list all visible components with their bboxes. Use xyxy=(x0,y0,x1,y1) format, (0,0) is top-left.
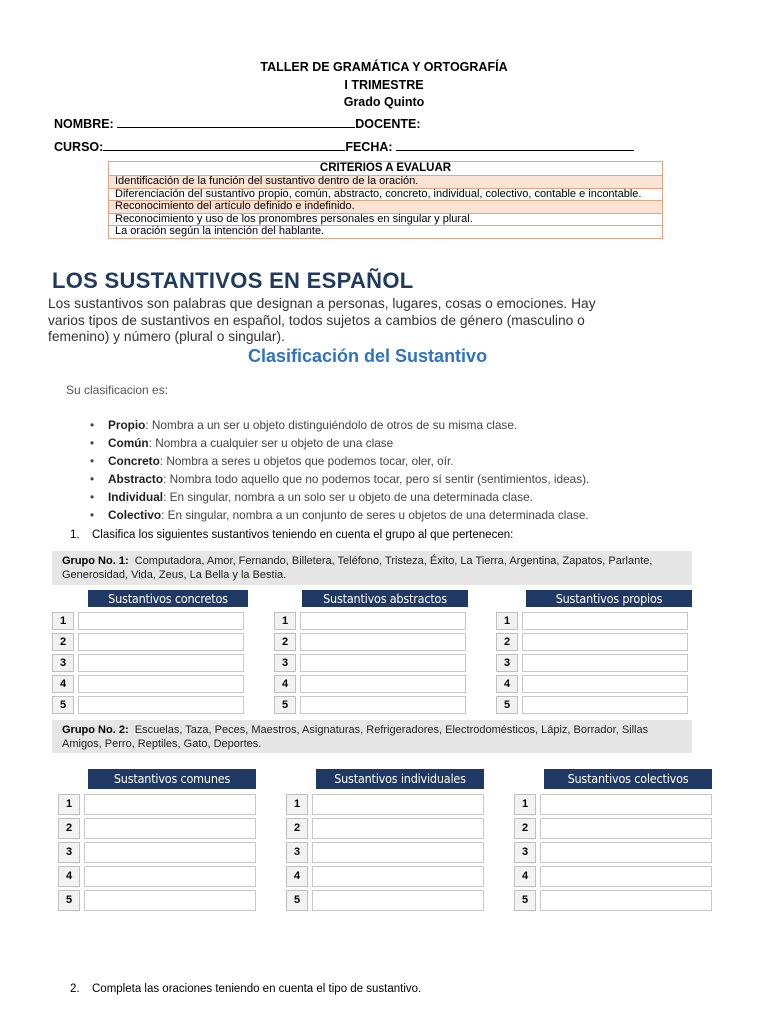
answer-field[interactable] xyxy=(540,842,712,863)
column-header: Sustantivos individuales xyxy=(316,769,484,789)
row-number: 2 xyxy=(52,633,74,651)
row-number: 3 xyxy=(496,654,518,672)
bullet-icon: • xyxy=(90,508,95,522)
answer-field[interactable] xyxy=(84,794,256,815)
answer-field[interactable] xyxy=(312,842,484,863)
list-item: • Concreto: Nombra a seres u objetos que podemos tocar, oler, oír. xyxy=(90,454,454,468)
fecha-blank[interactable] xyxy=(396,140,634,151)
row-number: 3 xyxy=(274,654,296,672)
answer-field[interactable] xyxy=(540,890,712,911)
list-item: • Individual: En singular, nombra a un solo ser u objeto de una determinada clase. xyxy=(90,490,533,504)
column-header: Sustantivos comunes xyxy=(88,769,256,789)
row-number: 3 xyxy=(58,842,80,863)
criteria-item: Identificación de la función del sustantivo dentro de la oración. xyxy=(109,176,663,189)
answer-field[interactable] xyxy=(312,890,484,911)
intro-paragraph: Los sustantivos son palabras que designan a personas, lugares, cosas o emociones. Hay varios tipos de sustantivos en español, todos sujetos a cambios de género (masculino o femenino) y número (plural o singular). xyxy=(48,296,596,344)
row-number: 4 xyxy=(52,675,74,693)
column-header: Sustantivos abstractos xyxy=(302,590,468,607)
bullet-icon: • xyxy=(90,418,95,432)
answer-field[interactable] xyxy=(522,612,688,630)
answer-field[interactable] xyxy=(522,675,688,693)
row-number: 1 xyxy=(286,794,308,815)
row-number: 5 xyxy=(514,890,536,911)
answer-field[interactable] xyxy=(522,633,688,651)
noun-types-list xyxy=(90,416,589,524)
row-number: 5 xyxy=(52,696,74,714)
answer-field[interactable] xyxy=(312,818,484,839)
worksheet-title: TALLER DE GRAMÁTICA Y ORTOGRAFÍA xyxy=(260,60,508,74)
answer-field[interactable] xyxy=(78,654,244,672)
answer-field[interactable] xyxy=(540,866,712,887)
criteria-table xyxy=(108,161,663,239)
row-number: 1 xyxy=(496,612,518,630)
section-title: LOS SUSTANTIVOS EN ESPAÑOL xyxy=(52,268,414,293)
answer-field[interactable] xyxy=(312,866,484,887)
answer-field[interactable] xyxy=(84,818,256,839)
bullet-icon: • xyxy=(90,436,95,450)
column-header: Sustantivos colectivos xyxy=(544,769,712,789)
bullet-icon: • xyxy=(90,490,95,504)
row-number: 1 xyxy=(58,794,80,815)
fecha-label: FECHA: xyxy=(345,140,393,154)
row-number: 2 xyxy=(496,633,518,651)
list-item: • Abstracto: Nombra todo aquello que no podemos tocar, pero sí sentir (sentimientos, ideas). xyxy=(90,472,590,486)
row-number: 1 xyxy=(514,794,536,815)
row-number: 5 xyxy=(496,696,518,714)
answer-field[interactable] xyxy=(84,842,256,863)
row-number: 4 xyxy=(274,675,296,693)
criteria-item: Reconocimiento del artículo definido e indefinido. xyxy=(109,201,663,214)
row-number: 5 xyxy=(274,696,296,714)
nombre-docente-line xyxy=(54,117,420,131)
answer-field[interactable] xyxy=(84,866,256,887)
answer-field[interactable] xyxy=(300,612,466,630)
answer-field[interactable] xyxy=(312,794,484,815)
exercise-1-instruction: 1. Clasifica los siguientes sustantivos teniendo en cuenta el grupo al que pertenecen: xyxy=(70,529,514,541)
row-number: 2 xyxy=(286,818,308,839)
criteria-item: Reconocimiento y uso de los pronombres personales en singular y plural. xyxy=(109,213,663,226)
list-item: • Colectivo: En singular, nombra a un conjunto de seres u objetos de una determinada clase. xyxy=(90,508,589,522)
nombre-blank[interactable] xyxy=(117,117,355,128)
classification-intro: Su clasificacion es: xyxy=(66,383,169,397)
answer-field[interactable] xyxy=(78,612,244,630)
criteria-title: CRITERIOS A EVALUAR xyxy=(109,162,663,176)
list-item: • Propio: Nombra a un ser u objeto distinguiéndolo de otros de su misma clase. xyxy=(90,418,518,432)
answer-field[interactable] xyxy=(300,654,466,672)
answer-field[interactable] xyxy=(300,675,466,693)
curso-label: CURSO: xyxy=(54,140,104,154)
answer-field[interactable] xyxy=(540,818,712,839)
answer-field[interactable] xyxy=(78,675,244,693)
answer-field[interactable] xyxy=(78,696,244,714)
row-number: 4 xyxy=(496,675,518,693)
answer-field[interactable] xyxy=(300,633,466,651)
row-number: 2 xyxy=(274,633,296,651)
row-number: 3 xyxy=(514,842,536,863)
row-number: 2 xyxy=(58,818,80,839)
answer-field[interactable] xyxy=(522,696,688,714)
answer-field[interactable] xyxy=(300,696,466,714)
row-number: 1 xyxy=(52,612,74,630)
exercise-2-instruction: 2. Completa las oraciones teniendo en cuenta el tipo de sustantivo. xyxy=(70,983,422,995)
answer-field[interactable] xyxy=(540,794,712,815)
docente-label: DOCENTE: xyxy=(355,117,421,131)
term-label: I TRIMESTRE xyxy=(344,78,424,92)
curso-blank[interactable] xyxy=(103,140,345,151)
criteria-item: Diferenciación del sustantivo propio, común, abstracto, concreto, individual, colectivo, contable e incontable. xyxy=(109,188,663,201)
bullet-icon: • xyxy=(90,472,95,486)
row-number: 5 xyxy=(58,890,80,911)
criteria-item: La oración según la intención del hablante. xyxy=(109,226,663,239)
curso-fecha-line xyxy=(54,140,634,154)
row-number: 4 xyxy=(58,866,80,887)
bullet-icon: • xyxy=(90,454,95,468)
row-number: 1 xyxy=(274,612,296,630)
row-number: 4 xyxy=(286,866,308,887)
list-item: • Común: Nombra a cualquier ser u objeto de una clase xyxy=(90,436,394,450)
group-1-words: Grupo No. 1: Computadora, Amor, Fernando, Billetera, Teléfono, Tristeza, Éxito, La Tierra, Argentina, Zapatos, Parlante, Generosidad, Vida, Zeus, La Bella y la Bestia. xyxy=(52,551,692,585)
group-2-words: Grupo No. 2: Escuelas, Taza, Peces, Maestros, Asignaturas, Refrigeradores, Electrodomésticos, Lápiz, Borrador, Sillas Amigos, Perro, Reptiles, Gato, Deportes. xyxy=(52,720,692,753)
column-header: Sustantivos concretos xyxy=(88,590,248,607)
classification-subtitle: Clasificación del Sustantivo xyxy=(248,346,488,366)
grade-label: Grado Quinto xyxy=(343,95,425,109)
answer-field[interactable] xyxy=(84,890,256,911)
answer-field[interactable] xyxy=(78,633,244,651)
row-number: 3 xyxy=(286,842,308,863)
nombre-label: NOMBRE: xyxy=(54,117,114,131)
row-number: 3 xyxy=(52,654,74,672)
row-number: 4 xyxy=(514,866,536,887)
answer-field[interactable] xyxy=(522,654,688,672)
column-header: Sustantivos propios xyxy=(526,590,692,607)
row-number: 2 xyxy=(514,818,536,839)
row-number: 5 xyxy=(286,890,308,911)
